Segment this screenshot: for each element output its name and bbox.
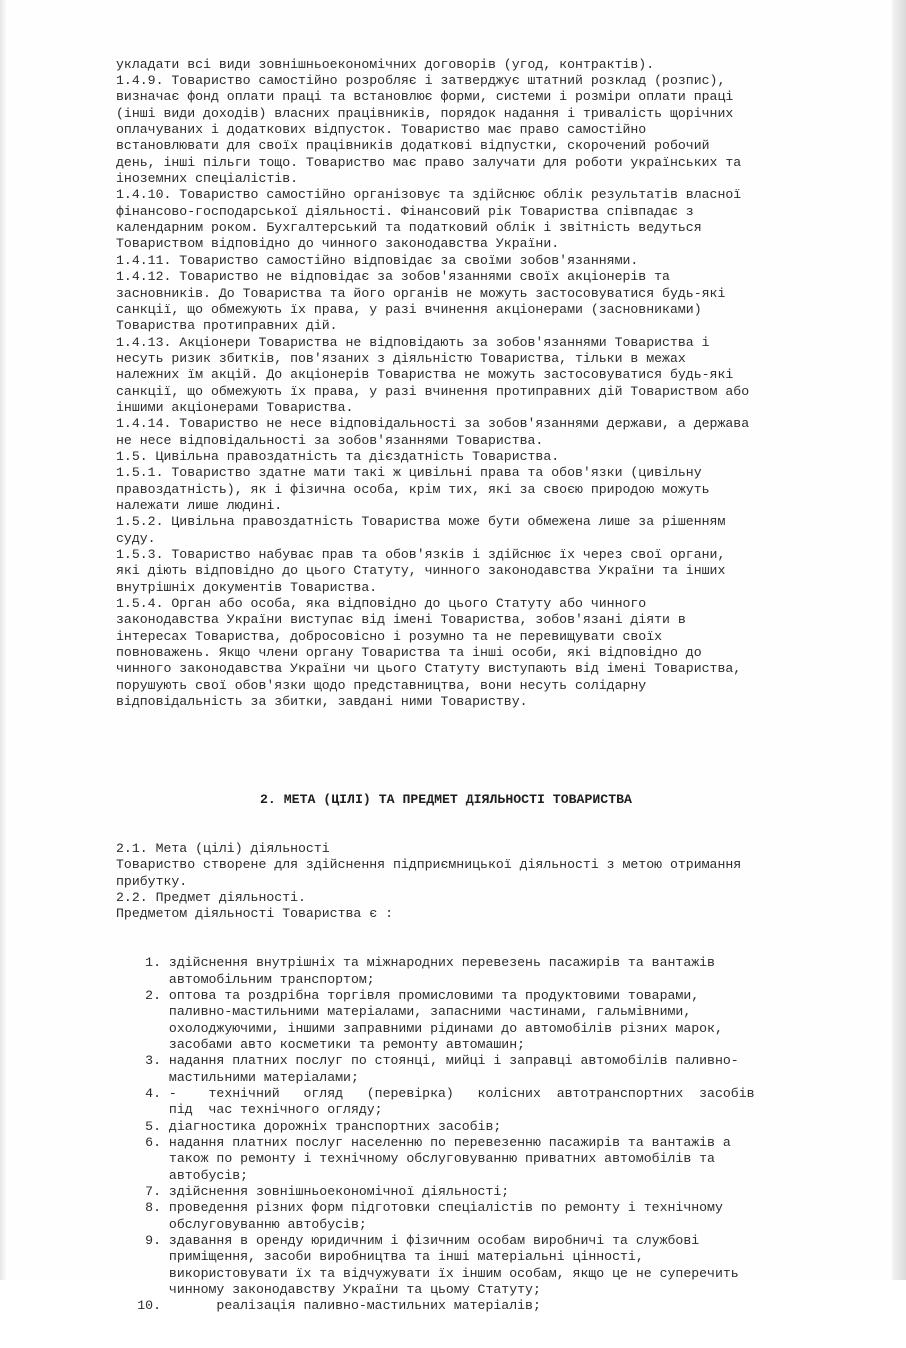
list-item-line: чинному законодавству України та цьому Статуту; — [168, 1282, 541, 1298]
text-line: 1.5. Цивільна правоздатність та дієздатність Товариства. — [116, 448, 560, 464]
list-item — [116, 1119, 856, 1135]
text-line: оплачуваних і додаткових відпусток. Товариство має право самостійно — [116, 122, 647, 138]
list-item-line: оптова та роздрібна торгівля промисловими та продуктовими товарами, — [168, 987, 700, 1003]
list-item-line: охолоджуючими, іншими заправними рідинами до автомобілів різних марок, — [168, 1020, 723, 1036]
list-item-line: надання платних послуг населенню по перевезенню пасажирів та вантажів а — [168, 1135, 731, 1151]
list-item-line: обслуговуванню автобусів; — [168, 1216, 367, 1232]
text-line: 1.4.10. Товариство самостійно організовує та здійснює облік результатів власної — [116, 187, 742, 203]
text-line: 2.2. Предмет діяльності. — [116, 889, 306, 905]
list-item-text — [169, 1119, 501, 1135]
list-item-text — [169, 1053, 739, 1086]
list-item-line: здавання в оренду юридичним і фізичним особам виробничі та службові — [168, 1233, 700, 1249]
list-item-number: 9. — [145, 1233, 161, 1249]
text-line: 1.5.1. Товариство здатне мати такі ж цивільні права та обов'язки (цивільну — [116, 465, 702, 481]
text-line: суду. — [116, 530, 156, 546]
page-right-edge — [892, 0, 906, 1280]
list-item-line: автобусів; — [168, 1167, 249, 1183]
list-item-line: надання платних послуг по стоянці, мийці і заправці автомобілів паливно- — [168, 1053, 739, 1069]
list-item-line: здійснення внутрішніх та міжнародних перевезень пасажирів та вантажів — [168, 955, 715, 971]
list-item-line: паливно-мастильними матеріалами, запасними частинами, гальмівними, — [168, 1004, 692, 1020]
text-line: які діють відповідно до цього Статуту, чинного законодавства України та інших — [116, 563, 726, 579]
list-item — [116, 988, 856, 1053]
list-item-line: мастильними матеріалами; — [168, 1069, 359, 1085]
list-item-text — [169, 1184, 509, 1200]
text-line: не несе відповідальності за зобов'язаннями Товариства. — [116, 432, 544, 448]
text-line: встановлювати для своїх працівників додаткові відпустки, скорочений робочий — [116, 138, 710, 154]
text-line: Товариством відповідно до чинного законодавства України. — [116, 236, 560, 252]
list-item-text — [169, 1298, 541, 1314]
text-line: законодавства України виступає від імені Товариства, зобов'язані діяти в — [116, 612, 686, 628]
text-line: 1.4.14. Товариство не несе відповідальності за зобов'язаннями держави, а держава — [116, 416, 750, 432]
list-item-text — [169, 955, 715, 988]
list-item-text — [169, 1200, 723, 1233]
text-line: фінансово-господарської діяльності. Фінансовий рік Товариства співпадає з — [116, 203, 694, 219]
list-item-number: 10. — [137, 1298, 161, 1314]
list-item-number: 3. — [145, 1053, 161, 1069]
list-item — [116, 1135, 856, 1184]
list-item-number: 4. — [145, 1086, 161, 1101]
text-line: повноважень. Якщо члени органу Товариства та інші особи, які відповідно до — [116, 645, 702, 661]
text-line: укладати всі види зовнішньоекономічних договорів (угод, контрактів). — [116, 56, 655, 72]
list-item-line: використовувати їх та відчужувати їх іншим особам, якщо це не суперечить — [168, 1265, 739, 1281]
text-line: внутрішніх документів Товариства. — [116, 579, 378, 595]
text-line: інтересах Товариства, добросовісно і розумно та не перевищувати своїх — [116, 628, 663, 644]
text-line: 1.4.12. Товариство не відповідає за зобов'язаннями своїх акціонерів та — [116, 269, 670, 285]
text-line: санкції, що обмежують їх права, у разі вчинення акціонерами (засновниками) — [116, 301, 702, 317]
list-item-number: 8. — [145, 1200, 161, 1216]
section-1-continuation — [116, 57, 856, 711]
list-item-number: 5. — [145, 1118, 161, 1134]
text-line: іншими акціонерами Товариства. — [116, 399, 354, 415]
list-item-text — [169, 1135, 731, 1184]
text-line: правоздатність), як і фізична особа, крім тих, які за своєю природою можуть — [116, 481, 710, 497]
document-text — [116, 24, 856, 1348]
text-line: 1.5.4. Орган або особа, яка відповідно до цього Статуту або чинного — [116, 596, 647, 612]
text-line: 1.4.13. Акціонери Товариства не відповідають за зобов'язаннями Товариства і — [116, 334, 710, 350]
text-line: іноземних спеціалістів. — [116, 171, 299, 187]
text-line: визначає фонд оплати праці та встановлює форми, системи і розміри оплати праці — [116, 89, 734, 105]
text-line: Товариство створене для здійснення підприємницької діяльності з метою отримання — [116, 857, 742, 873]
list-item-number: 6. — [145, 1135, 161, 1151]
text-line: 1.5.3. Товариство набуває прав та обов'язків і здійснює їх через свої органи, — [116, 547, 726, 562]
list-item — [116, 1298, 856, 1314]
text-line: порушують свої обов'язки щодо представництва, вони несуть солідарну — [116, 677, 647, 693]
list-item-text — [169, 1086, 755, 1119]
list-item — [116, 1200, 856, 1233]
section-2-intro — [116, 841, 856, 923]
text-line: засновників. До Товариства та його органів не можуть застосовуватися будь-які — [116, 285, 726, 301]
text-line: Товариства протиправних дій. — [116, 318, 338, 334]
text-line: належних їм акцій. До акціонерів Товариства не можуть застосовуватися будь-які — [116, 367, 734, 383]
list-item-line: приміщення, засоби виробництва та інші матеріальні цінності, — [168, 1249, 644, 1265]
list-item-line: проведення різних форм підготовки спеціалістів по ремонту і технічному — [168, 1200, 723, 1216]
text-line: 1.4.11. Товариство самостійно відповідає за своїми зобов'язаннями. — [116, 252, 639, 268]
text-line: день, інші пільги тощо. Товариство має право залучати для роботи українських та — [116, 154, 742, 170]
list-item-number: 2. — [145, 987, 161, 1003]
list-item — [116, 1233, 856, 1298]
text-line: прибутку. — [116, 873, 188, 889]
text-line: чинного законодавства України чи цього Статуту виступають від імені Товариства, — [116, 661, 742, 677]
list-item — [116, 1053, 856, 1086]
text-line: календарним роком. Бухгалтерський та податковий облік і звітність ведуться — [116, 220, 702, 236]
list-item-number: 1. — [145, 955, 161, 971]
list-item-number: 7. — [145, 1184, 161, 1200]
list-item-line: діагностика дорожніх транспортних засобів; — [168, 1118, 502, 1134]
section-heading: 2. МЕТА (ЦІЛІ) ТА ПРЕДМЕТ ДІЯЛЬНОСТІ ТОВАРИСТВА — [260, 791, 632, 807]
text-line: 1.4.9. Товариство самостійно розробляє і затверджує штатний розклад (розпис), — [116, 73, 726, 89]
text-line: 1.5.2. Цивільна правоздатність Товариства може бути обмежена лише за рішенням — [116, 514, 726, 530]
list-item-line: засобами авто косметики та ремонту автомашин; — [168, 1036, 526, 1052]
list-item-line: реалізація паливно-мастильних матеріалів; — [168, 1298, 541, 1314]
list-item-line: - технічний огляд (перевірка) колісних автотранспортних засобів — [168, 1086, 755, 1101]
text-line: (інші види доходів) власних працівників, порядок надання і тривалість щорічних — [116, 105, 734, 121]
list-item-line: автомобільним транспортом; — [168, 971, 375, 987]
list-item-text — [169, 988, 723, 1053]
list-item — [116, 1184, 856, 1200]
text-line: несуть ризик збитків, пов'язаних з діяльністю Товариства, тільки в межах — [116, 350, 686, 366]
text-line: Предметом діяльності Товариства є : — [116, 906, 393, 922]
page-left-edge — [0, 0, 6, 1280]
activity-list — [116, 955, 856, 1315]
text-line: 2.1. Мета (цілі) діяльності — [116, 840, 330, 856]
text-line: відповідальність за збитки, завдані ними Товариству. — [116, 694, 528, 710]
list-item — [116, 955, 856, 988]
list-item-line: під час технічного огляду; — [168, 1102, 383, 1118]
list-item — [116, 1086, 856, 1119]
list-item-line: також по ремонту і технічному обслуговуванню приватних автомобілів та — [168, 1151, 715, 1167]
list-item-text — [169, 1233, 739, 1298]
text-line: належати лише людині. — [116, 497, 283, 513]
list-item-line: здійснення зовнішньоекономічної діяльності; — [168, 1184, 510, 1200]
text-line: санкції, що обмежують їх права, у разі вчинення протиправних дій Товариством або — [116, 383, 750, 399]
